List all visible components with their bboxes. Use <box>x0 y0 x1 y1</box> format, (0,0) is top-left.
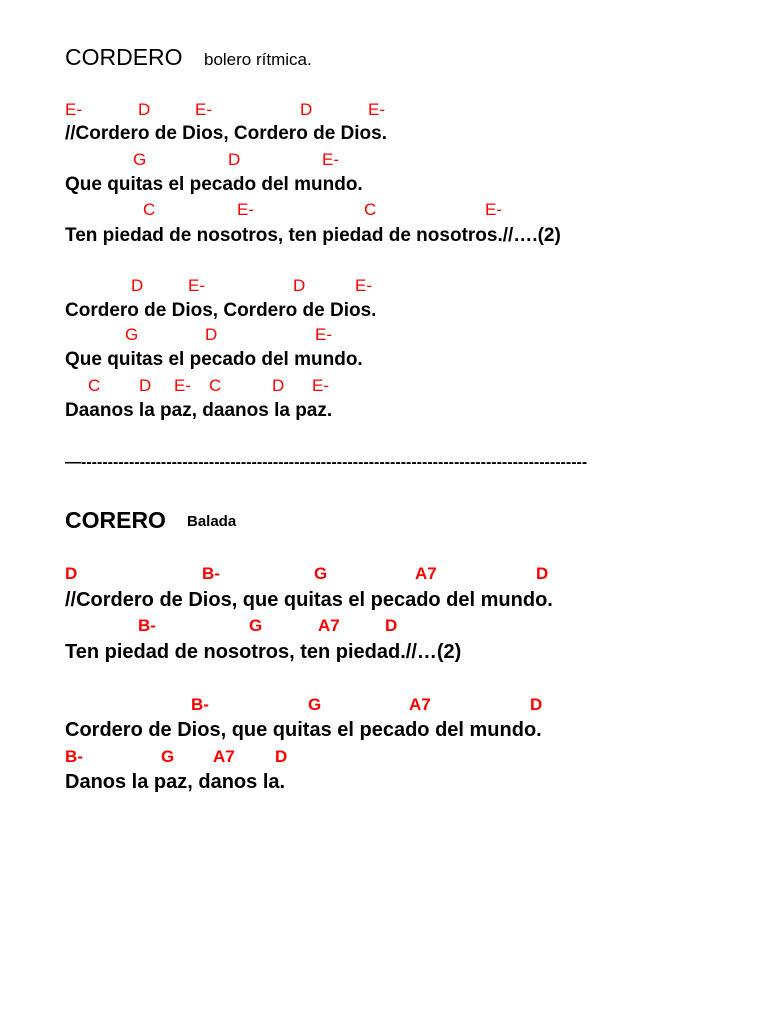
chord: G <box>125 325 139 344</box>
chord: D <box>293 276 306 295</box>
chord: E- <box>188 276 205 295</box>
lyric-line: Cordero de Dios, que quitas el pecado del mundo. <box>65 719 542 741</box>
chord: D <box>228 150 241 169</box>
chord: B- <box>191 695 209 714</box>
chord: G <box>249 616 263 635</box>
song1-title: CORDERO <box>65 44 183 70</box>
chord: C <box>364 200 377 219</box>
chord: D <box>300 100 313 119</box>
chord: E- <box>65 100 82 119</box>
lyric-line: Ten piedad de nosotros, ten piedad de nosotros.//….(2) <box>65 225 561 246</box>
chord: G <box>161 747 175 766</box>
chord: D <box>536 564 549 583</box>
chord: C <box>88 376 101 395</box>
song1-style: bolero rítmica. <box>204 50 312 69</box>
chord: A7 <box>318 616 340 635</box>
lyric-line: Daanos la paz, daanos la paz. <box>65 400 333 421</box>
chord: E- <box>195 100 212 119</box>
chord: C <box>143 200 156 219</box>
chord: D <box>272 376 285 395</box>
chord: C <box>209 376 222 395</box>
chord: A7 <box>213 747 235 766</box>
chord: E- <box>315 325 332 344</box>
chord: E- <box>355 276 372 295</box>
chord: A7 <box>409 695 431 714</box>
chord: D <box>530 695 543 714</box>
chord: E- <box>237 200 254 219</box>
chord: D <box>65 564 78 583</box>
chord: D <box>139 376 152 395</box>
chord: E- <box>174 376 191 395</box>
section-separator: —----------------------------------------------------------------------------------------------- <box>65 455 588 471</box>
chord: E- <box>312 376 329 395</box>
chord: D <box>385 616 398 635</box>
chord: D <box>205 325 218 344</box>
lyric-line: Cordero de Dios, Cordero de Dios. <box>65 300 377 321</box>
chord: E- <box>322 150 339 169</box>
chord: G <box>133 150 147 169</box>
lyric-line: Que quitas el pecado del mundo. <box>65 349 363 370</box>
lyric-line: Danos la paz, danos la. <box>65 771 286 793</box>
chord: B- <box>202 564 220 583</box>
lyric-line: Que quitas el pecado del mundo. <box>65 174 363 195</box>
chord: A7 <box>415 564 437 583</box>
lyric-line: Ten piedad de nosotros, ten piedad.//…(2) <box>65 641 462 663</box>
lyric-line: //Cordero de Dios, Cordero de Dios. <box>65 123 387 144</box>
chord: G <box>308 695 322 714</box>
lyric-line: //Cordero de Dios, que quitas el pecado del mundo. <box>65 589 553 611</box>
chord: E- <box>368 100 385 119</box>
chord: G <box>314 564 328 583</box>
chord: D <box>138 100 151 119</box>
chord: D <box>131 276 144 295</box>
chord: B- <box>65 747 83 766</box>
song2-style: Balada <box>187 513 237 530</box>
chord: E- <box>485 200 502 219</box>
chord: D <box>275 747 288 766</box>
song2-title: CORERO <box>65 507 166 533</box>
chord: B- <box>138 616 156 635</box>
